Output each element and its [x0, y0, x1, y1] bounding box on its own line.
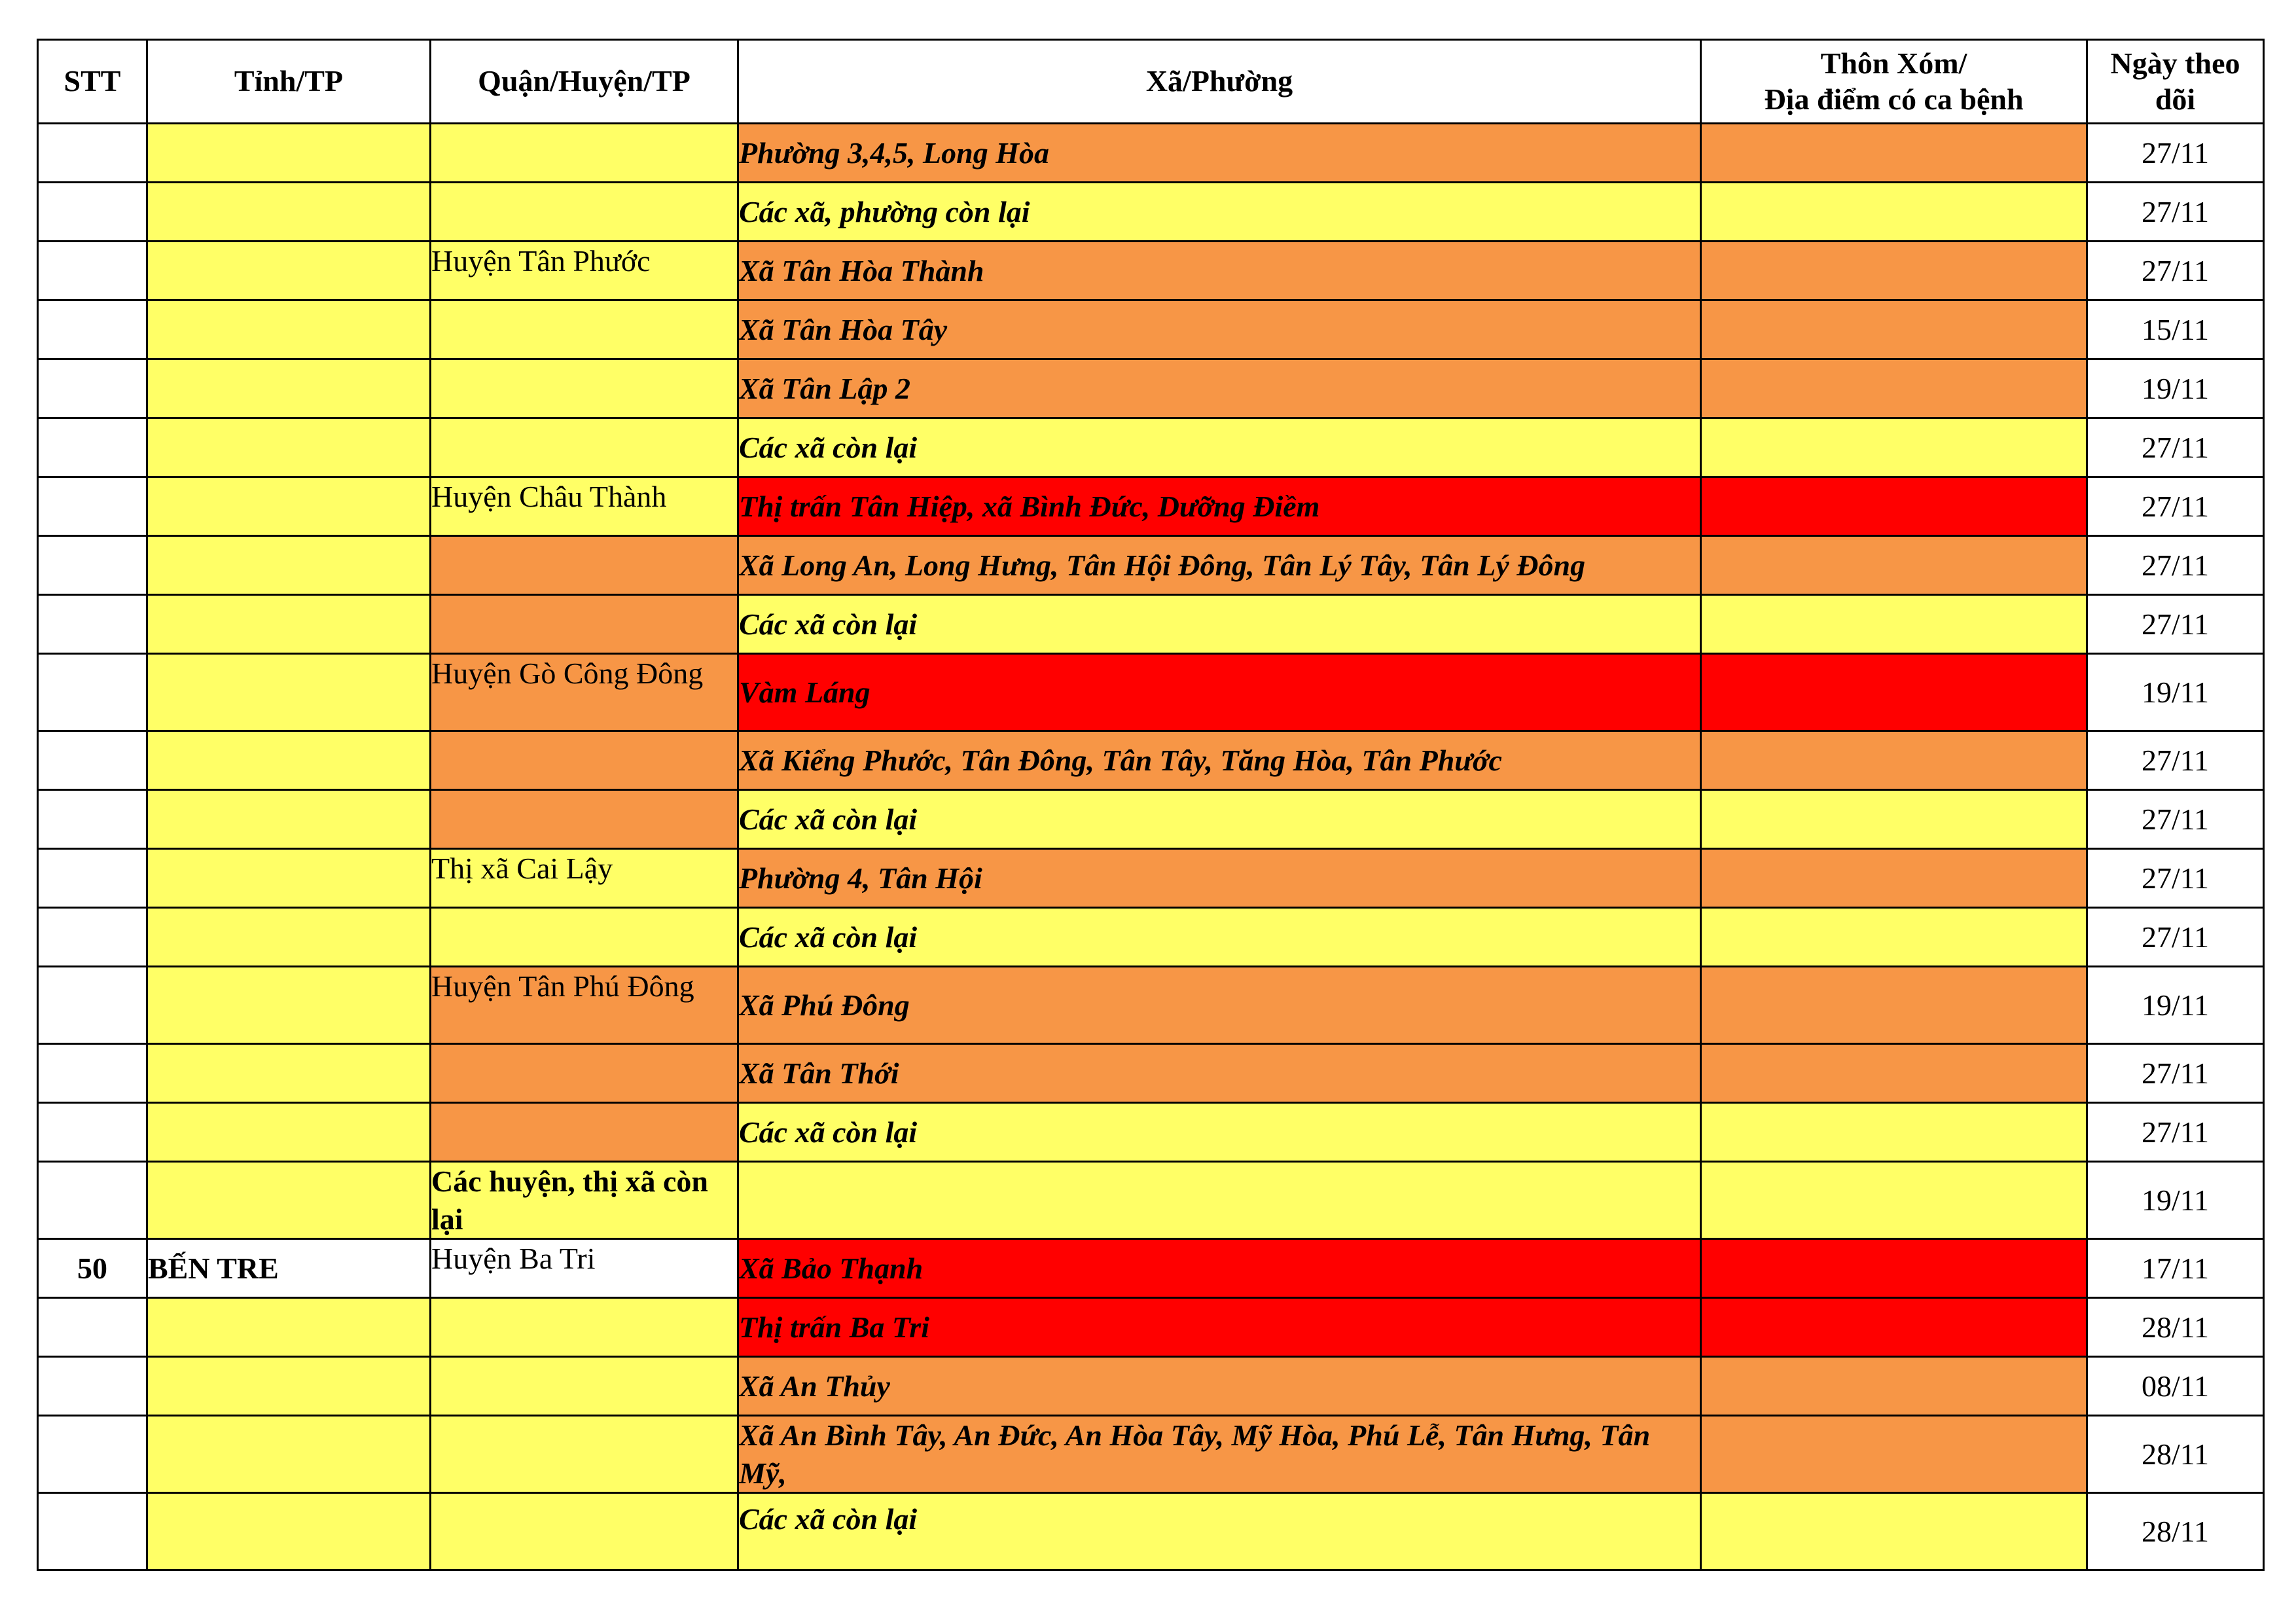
cell-district [431, 908, 738, 967]
cell-hamlet [1701, 849, 2087, 908]
header-ward: Xã/Phường [738, 40, 1701, 124]
cell-province [147, 1103, 431, 1162]
cell-stt [38, 790, 147, 849]
cell-stt [38, 418, 147, 477]
cell-date: 15/11 [2087, 300, 2264, 359]
cell-date: 27/11 [2087, 477, 2264, 536]
cell-stt [38, 477, 147, 536]
cell-district [431, 790, 738, 849]
cell-hamlet [1701, 1357, 2087, 1416]
table-row [38, 1416, 2264, 1493]
cell-hamlet [1701, 731, 2087, 790]
cell-stt [38, 1416, 147, 1493]
cell-district [431, 124, 738, 183]
cell-hamlet [1701, 654, 2087, 731]
cell-date: 19/11 [2087, 967, 2264, 1044]
cell-hamlet [1701, 1044, 2087, 1103]
cell-stt [38, 1493, 147, 1570]
cell-stt [38, 1298, 147, 1357]
table-row [38, 300, 2264, 359]
cell-hamlet [1701, 595, 2087, 654]
cell-district [431, 1103, 738, 1162]
cell-province [147, 359, 431, 418]
table-row [38, 1493, 2264, 1570]
cell-hamlet [1701, 1103, 2087, 1162]
table-body [38, 124, 2264, 1570]
cell-district [431, 1493, 738, 1570]
cell-hamlet [1701, 908, 2087, 967]
cell-date: 27/11 [2087, 908, 2264, 967]
cell-province [147, 183, 431, 242]
cell-province [147, 790, 431, 849]
cell-stt [38, 908, 147, 967]
table-row [38, 1298, 2264, 1357]
cell-ward [738, 1162, 1701, 1239]
cell-district: Thị xã Cai Lậy [431, 849, 738, 908]
cell-ward: Các xã còn lại [738, 595, 1701, 654]
cell-hamlet [1701, 967, 2087, 1044]
cell-ward: Xã Long An, Long Hưng, Tân Hội Đông, Tân Lý Tây, Tân Lý Đông [738, 536, 1701, 595]
cell-district [431, 1044, 738, 1103]
cell-district [431, 536, 738, 595]
cell-province [147, 1162, 431, 1239]
cell-stt [38, 1103, 147, 1162]
cell-ward: Các xã, phường còn lại [738, 183, 1701, 242]
header-stt: STT [38, 40, 147, 124]
cell-province [147, 536, 431, 595]
header-hamlet [1701, 40, 2087, 124]
cell-ward: Xã An Bình Tây, An Đức, An Hòa Tây, Mỹ Hòa, Phú Lễ, Tân Hưng, Tân Mỹ, [738, 1416, 1701, 1493]
cell-hamlet [1701, 536, 2087, 595]
table-row [38, 242, 2264, 300]
cell-date: 27/11 [2087, 1103, 2264, 1162]
cell-district: Huyện Ba Tri [431, 1239, 738, 1298]
cell-ward: Các xã còn lại [738, 418, 1701, 477]
table-row [38, 654, 2264, 731]
cell-district [431, 418, 738, 477]
cell-province [147, 300, 431, 359]
cell-ward: Các xã còn lại [738, 908, 1701, 967]
cell-stt [38, 242, 147, 300]
table-row [38, 359, 2264, 418]
cell-province [147, 418, 431, 477]
table-row [38, 849, 2264, 908]
cell-district [431, 1357, 738, 1416]
cell-stt [38, 1044, 147, 1103]
cell-date: 27/11 [2087, 790, 2264, 849]
cell-stt [38, 300, 147, 359]
cell-province [147, 849, 431, 908]
cell-province [147, 654, 431, 731]
table-row [38, 183, 2264, 242]
cell-district: Huyện Châu Thành [431, 477, 738, 536]
table-row [38, 1103, 2264, 1162]
cell-stt [38, 183, 147, 242]
cell-district [431, 359, 738, 418]
cell-date: 08/11 [2087, 1357, 2264, 1416]
table-row [38, 790, 2264, 849]
cell-hamlet [1701, 1162, 2087, 1239]
table-row [38, 418, 2264, 477]
cell-date: 27/11 [2087, 418, 2264, 477]
table-row [38, 477, 2264, 536]
cell-ward: Xã Tân Lập 2 [738, 359, 1701, 418]
cell-province [147, 124, 431, 183]
cell-province [147, 595, 431, 654]
cell-district [431, 1298, 738, 1357]
cell-district [431, 731, 738, 790]
cell-hamlet [1701, 124, 2087, 183]
cell-ward: Các xã còn lại [738, 790, 1701, 849]
cell-ward: Xã Kiểng Phước, Tân Đông, Tân Tây, Tăng Hòa, Tân Phước [738, 731, 1701, 790]
cell-stt [38, 536, 147, 595]
table-row [38, 967, 2264, 1044]
cell-date: 19/11 [2087, 1162, 2264, 1239]
header-date-line2: dõi [2155, 82, 2196, 116]
outbreak-zone-table [37, 39, 2265, 1571]
cell-hamlet [1701, 418, 2087, 477]
cell-stt [38, 595, 147, 654]
cell-ward: Xã Tân Hòa Thành [738, 242, 1701, 300]
cell-date: 28/11 [2087, 1416, 2264, 1493]
header-date-line1: Ngày theo [2110, 46, 2240, 81]
cell-hamlet [1701, 1493, 2087, 1570]
cell-date: 27/11 [2087, 731, 2264, 790]
cell-ward: Xã An Thủy [738, 1357, 1701, 1416]
table-row [38, 536, 2264, 595]
table-row [38, 1239, 2264, 1298]
table-header-row [38, 40, 2264, 124]
cell-stt: 50 [38, 1239, 147, 1298]
table-row [38, 908, 2264, 967]
cell-province: BẾN TRE [147, 1239, 431, 1298]
cell-date: 27/11 [2087, 1044, 2264, 1103]
cell-district [431, 183, 738, 242]
cell-date: 28/11 [2087, 1298, 2264, 1357]
cell-ward: Xã Phú Đông [738, 967, 1701, 1044]
cell-district [431, 1416, 738, 1493]
cell-date: 27/11 [2087, 849, 2264, 908]
cell-ward: Xã Bảo Thạnh [738, 1239, 1701, 1298]
cell-stt [38, 654, 147, 731]
cell-ward: Xã Tân Hòa Tây [738, 300, 1701, 359]
cell-stt [38, 1162, 147, 1239]
cell-date: 27/11 [2087, 595, 2264, 654]
cell-district [431, 595, 738, 654]
cell-date: 27/11 [2087, 242, 2264, 300]
cell-ward: Thị trấn Tân Hiệp, xã Bình Đức, Dưỡng Điềm [738, 477, 1701, 536]
cell-date: 17/11 [2087, 1239, 2264, 1298]
cell-stt [38, 849, 147, 908]
cell-hamlet [1701, 359, 2087, 418]
cell-hamlet [1701, 790, 2087, 849]
cell-district [431, 300, 738, 359]
cell-ward: Các xã còn lại [738, 1103, 1701, 1162]
cell-hamlet [1701, 300, 2087, 359]
cell-ward: Xã Tân Thới [738, 1044, 1701, 1103]
cell-date: 27/11 [2087, 124, 2264, 183]
cell-date: 28/11 [2087, 1493, 2264, 1570]
cell-hamlet [1701, 242, 2087, 300]
cell-ward: Thị trấn Ba Tri [738, 1298, 1701, 1357]
cell-province [147, 1493, 431, 1570]
cell-district: Huyện Tân Phú Đông [431, 967, 738, 1044]
table-row [38, 124, 2264, 183]
cell-stt [38, 1357, 147, 1416]
table-row [38, 1357, 2264, 1416]
cell-ward: Vàm Láng [738, 654, 1701, 731]
cell-province [147, 242, 431, 300]
table-row [38, 595, 2264, 654]
cell-province [147, 477, 431, 536]
cell-stt [38, 967, 147, 1044]
cell-province [147, 908, 431, 967]
cell-province [147, 1357, 431, 1416]
cell-date: 19/11 [2087, 359, 2264, 418]
cell-ward: Phường 3,4,5, Long Hòa [738, 124, 1701, 183]
cell-stt [38, 124, 147, 183]
table-row [38, 1044, 2264, 1103]
header-province: Tỉnh/TP [147, 40, 431, 124]
cell-hamlet [1701, 183, 2087, 242]
header-hamlet-line2: Địa điểm có ca bệnh [1764, 82, 2024, 116]
cell-ward: Phường 4, Tân Hội [738, 849, 1701, 908]
cell-province [147, 1044, 431, 1103]
cell-province [147, 1298, 431, 1357]
table-row [38, 731, 2264, 790]
header-district: Quận/Huyện/TP [431, 40, 738, 124]
cell-date: 19/11 [2087, 654, 2264, 731]
cell-date: 27/11 [2087, 183, 2264, 242]
cell-district: Huyện Tân Phước [431, 242, 738, 300]
cell-province [147, 731, 431, 790]
cell-stt [38, 359, 147, 418]
cell-hamlet [1701, 1298, 2087, 1357]
cell-ward: Các xã còn lại [738, 1493, 1701, 1570]
cell-hamlet [1701, 1239, 2087, 1298]
header-hamlet-line1: Thôn Xóm/ [1820, 46, 1967, 81]
cell-stt [38, 731, 147, 790]
cell-hamlet [1701, 1416, 2087, 1493]
cell-province [147, 967, 431, 1044]
header-date [2087, 40, 2264, 124]
cell-district: Các huyện, thị xã còn lại [431, 1162, 738, 1239]
cell-district: Huyện Gò Công Đông [431, 654, 738, 731]
cell-date: 27/11 [2087, 536, 2264, 595]
cell-province [147, 1416, 431, 1493]
cell-hamlet [1701, 477, 2087, 536]
table-row [38, 1162, 2264, 1239]
